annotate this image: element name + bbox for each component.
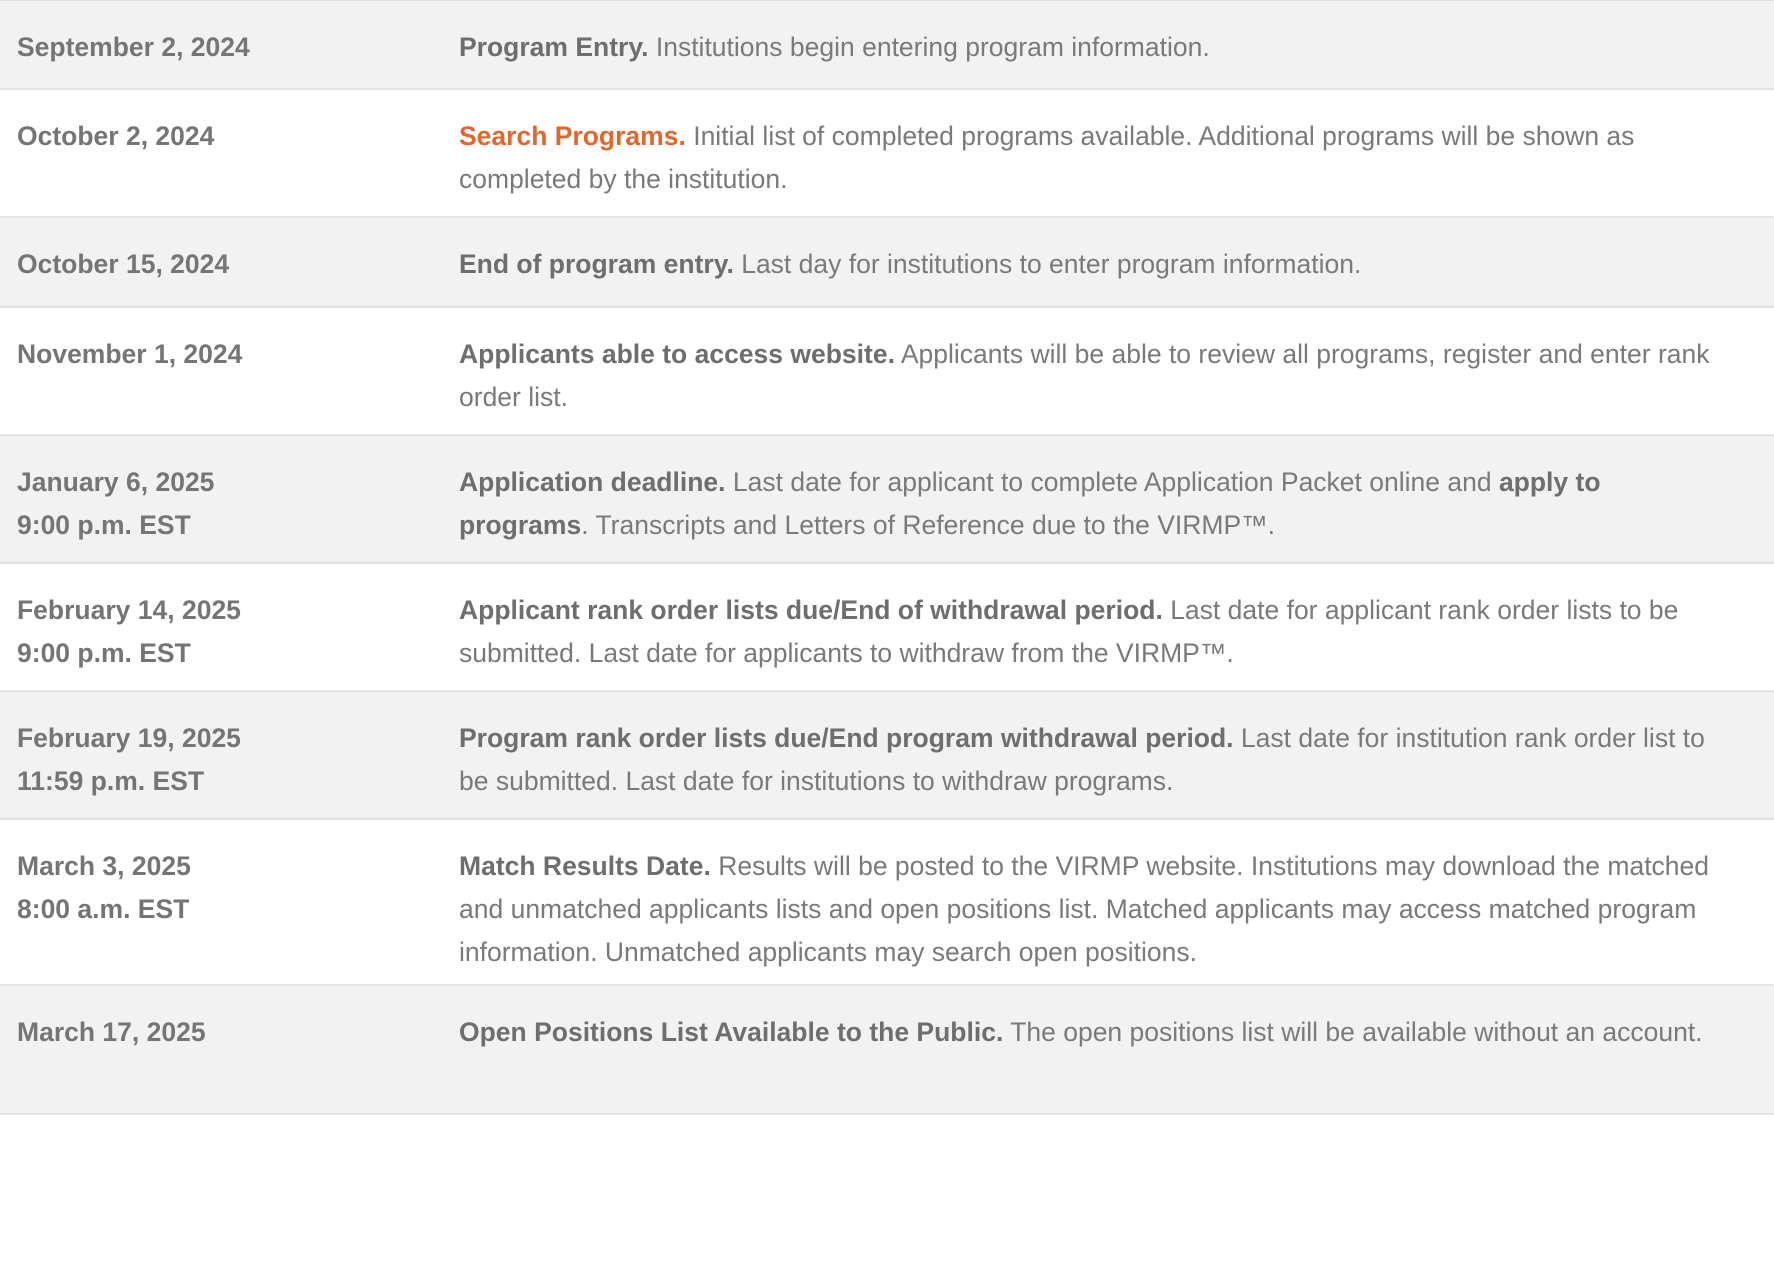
date-cell xyxy=(0,461,459,540)
date-cell xyxy=(0,26,459,62)
event-title: Application deadline. xyxy=(459,467,726,497)
description-cell xyxy=(459,845,1759,967)
description-cell xyxy=(459,243,1759,279)
event-title: End of program entry. xyxy=(459,249,734,279)
schedule-row xyxy=(0,1,1774,90)
event-time: 9:00 p.m. EST xyxy=(17,510,191,540)
event-description: Last date for institution rank order list to be submitted. Last date for institutions to withdraw programs. xyxy=(459,723,1705,796)
schedule-row xyxy=(0,692,1774,820)
event-title: Program rank order lists due/End program withdrawal period. xyxy=(459,723,1234,753)
description-cell xyxy=(459,1011,1759,1082)
event-date: October 2, 2024 xyxy=(17,121,215,151)
schedule-row xyxy=(0,218,1774,308)
event-description-continued: . Transcripts and Letters of Reference due to the VIRMP™. xyxy=(581,510,1275,540)
event-description: Results will be posted to the VIRMP website. Institutions may download the matched and unmatched applicants lists and open positions list. Matched applicants may access matched program information. Unmatched applicants may search open positions. xyxy=(459,851,1710,967)
date-cell xyxy=(0,333,459,403)
event-time: 8:00 a.m. EST xyxy=(17,894,190,924)
event-title: Match Results Date. xyxy=(459,851,711,881)
description-cell xyxy=(459,333,1759,412)
event-date: February 19, 2025 xyxy=(17,723,241,753)
event-date: September 2, 2024 xyxy=(17,32,250,62)
schedule-row xyxy=(0,308,1774,436)
date-cell xyxy=(0,1011,459,1082)
event-description: Institutions begin entering program information. xyxy=(648,32,1210,62)
schedule-row xyxy=(0,90,1774,218)
event-time: 9:00 p.m. EST xyxy=(17,638,191,668)
date-cell xyxy=(0,845,459,953)
event-description: Last date for applicant to complete Application Packet online and xyxy=(725,467,1499,497)
event-date: November 1, 2024 xyxy=(17,339,243,369)
date-cell xyxy=(0,589,459,668)
description-cell xyxy=(459,115,1759,194)
date-cell xyxy=(0,717,459,796)
event-date: January 6, 2025 xyxy=(17,467,215,497)
event-time: 11:59 p.m. EST xyxy=(17,766,205,796)
event-title: Applicant rank order lists due/End of withdrawal period. xyxy=(459,595,1163,625)
event-description: Last day for institutions to enter program information. xyxy=(733,249,1362,279)
description-cell xyxy=(459,717,1759,796)
schedule-row xyxy=(0,820,1774,986)
apply-to-programs-emphasis: apply to programs xyxy=(459,467,1601,540)
event-title: Open Positions List Available to the Public. xyxy=(459,1017,1004,1047)
event-description: The open positions list will be available without an account. xyxy=(1003,1017,1703,1047)
description-cell xyxy=(459,461,1759,540)
event-title: Program Entry. xyxy=(459,32,649,62)
event-date: March 17, 2025 xyxy=(17,1017,206,1047)
event-date: October 15, 2024 xyxy=(17,249,230,279)
event-description: Initial list of completed programs available. Additional programs will be shown as completed by the institution. xyxy=(459,121,1635,194)
description-cell xyxy=(459,26,1759,62)
date-cell xyxy=(0,115,459,185)
event-description: Last date for applicant rank order lists to be submitted. Last date for applicants to withdraw from the VIRMP™. xyxy=(459,595,1679,668)
event-description: Applicants will be able to review all programs, register and enter rank order list. xyxy=(459,339,1710,412)
schedule-row xyxy=(0,564,1774,692)
event-date: February 14, 2025 xyxy=(17,595,241,625)
description-cell xyxy=(459,589,1759,668)
event-date: March 3, 2025 xyxy=(17,851,191,881)
schedule-row xyxy=(0,436,1774,564)
event-title: Applicants able to access website. xyxy=(459,339,895,369)
date-cell xyxy=(0,243,459,279)
schedule-row xyxy=(0,986,1774,1115)
search-programs-link[interactable]: Search Programs. xyxy=(459,121,686,151)
